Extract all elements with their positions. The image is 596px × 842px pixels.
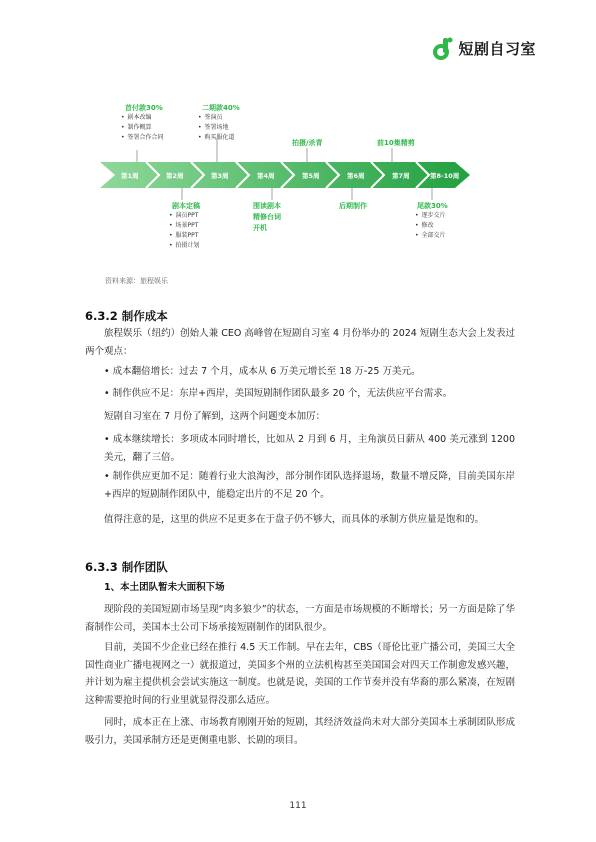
paragraph: 值得注意的是，这里的供应不足更多在于盘子仍不够大，而具体的承制方供应量是饱和的。 [104,514,485,525]
milestone-items [415,211,446,241]
week-label: 第1周 [121,172,139,180]
milestone-item: • 签署合作合同 [121,133,164,143]
milestone-title: 围读剧本 精修台词 开机 [253,202,281,232]
milestone-title: 剧本定稿 [172,202,200,210]
brand-logo-icon [432,36,454,60]
milestone-title: 尾款30% [417,202,448,210]
milestone-item: • 全部交片 [415,231,446,241]
week-label: 第5周 [302,172,320,180]
milestone-item: • 签署场地 [198,123,235,133]
paragraph: 旅程娱乐（纽约）创始人兼 CEO 高峰曾在短剧自习室 4 月份举办的 2024 短剧生态大会上发表过两个观点： [85,328,515,357]
bullet-item: • 制作供应更加不足：随着行业大浪淘沙，部分制作团队选择退场，数量不增反降，目前美国东岸+西岸的短剧制作团队中，能稳定出片的不足 20 个。 [104,471,515,500]
bullet-item: • 成本翻倍增长：过去 7 个月，成本从 6 万美元增长至 18 万-25 万美元。 [104,366,421,377]
milestone-item: • 拍摄计划 [169,241,200,251]
paragraph: 目前，美国不少企业已经在推行 4.5 天工作制。早在去年，CBS（哥伦比亚广播公司，美国三大全国性商业广播电视网之一）就报道过，美国多个州的立法机构甚至美国国会对四天工作制愈发感兴趣，并计划为雇主提供机会尝试实施这一制度。也就是说，美国的工作节奏并没有华裔的那么紧凑，在短剧这种需要抢时间的行业里就显得没那么适应。 [85,642,515,706]
milestone-item: • 演员PPT [169,211,200,221]
milestone-title: 后期制作 [339,202,367,210]
milestone-title: 二期款40% [202,104,240,112]
figure-source: 资料来源：旅程娱乐 [105,277,168,285]
milestone-title: 前10集精剪 [377,139,415,147]
milestone-title: 拍摄/杀青 [292,139,323,147]
milestone-items [169,211,200,251]
subsection-heading: 1、本土团队暂未大面积下场 [104,582,225,593]
milestone-item: • 购买服化道 [198,133,235,143]
week-label: 第6周 [347,172,365,180]
page-number: 111 [289,801,307,811]
milestone-item: • 场景PPT [169,221,200,231]
milestone-items [198,113,235,143]
brand-name: 短剧自习室 [458,39,536,58]
milestone-item: • 制作概算 [121,123,164,133]
production-timeline-figure [85,98,485,268]
milestone-items [121,113,164,143]
paragraph: 短剧自习室在 7 月份了解到，这两个问题变本加厉： [104,411,326,422]
week-label: 第7周 [392,172,410,180]
milestone-item: • 逐步交片 [415,211,446,221]
brand-logo [432,36,536,60]
milestone-item: • 服装PPT [169,231,200,241]
paragraph: 同时，成本正在上涨、市场教育刚刚开始的短剧，其经济效益尚未对大部分美国本土承制团队形成吸引力，美国承制方还是更侧重电影、长剧的项目。 [85,717,515,746]
milestone-title: 首付款30% [125,104,163,112]
section-heading: 6.3.3 制作团队 [85,560,168,574]
week-label: 第2周 [166,172,184,180]
week-label: 第4周 [257,172,275,180]
week-label: 第8-10周 [430,172,460,180]
week-label: 第3周 [211,172,229,180]
section-heading: 6.3.2 制作成本 [85,309,168,323]
milestone-item: • 剧本改编 [121,113,164,123]
milestone-item: • 修改 [415,221,446,231]
bullet-item: • 制作供应不足：东岸+西岸，美国短剧制作团队最多 20 个，无法供应平台需求。 [104,388,453,399]
milestone-item: • 签演员 [198,113,235,123]
bullet-item: • 成本继续增长：多项成本同时增长，比如从 2 月到 6 月，主角演员日薪从 400 美元涨到 1200 美元，翻了三倍。 [104,434,515,463]
paragraph: 现阶段的美国短剧市场呈现“肉多狼少”的状态，一方面是市场规模的不断增长；另一方面是除了华裔制作公司，美国本土公司下场承接短剧制作的团队很少。 [85,604,515,633]
